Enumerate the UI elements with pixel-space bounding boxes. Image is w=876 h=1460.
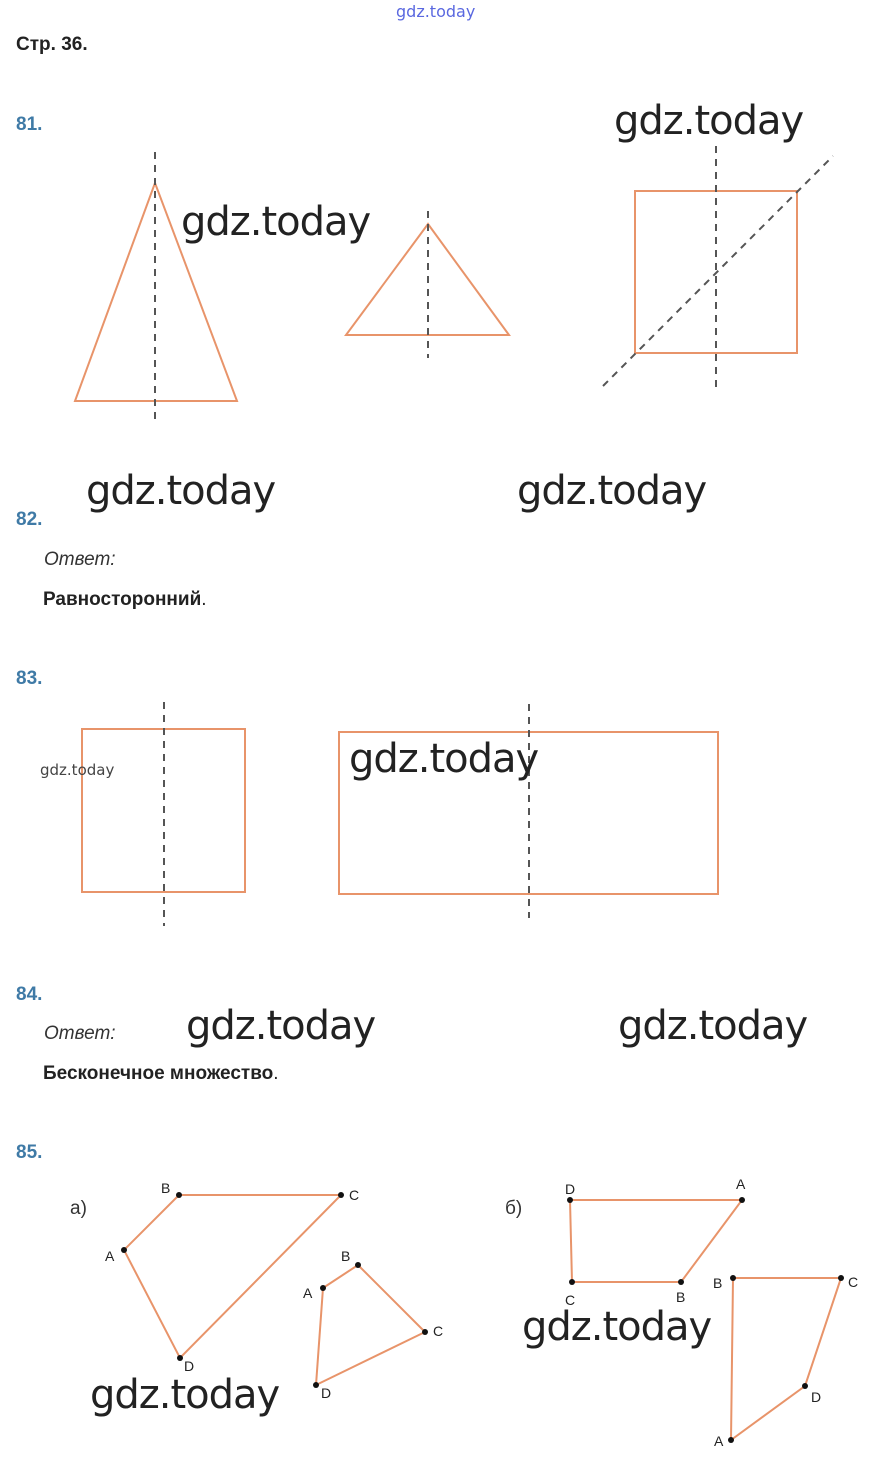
part-b-label: б) [505,1198,523,1219]
label-c: C [349,1187,360,1203]
label-d: D [565,1181,576,1197]
point-b [355,1262,361,1268]
label-c: C [848,1274,859,1290]
part-a-label: а) [70,1198,87,1219]
point-c [422,1329,428,1335]
point-a [121,1247,127,1253]
point-d [177,1355,183,1361]
quad-a-large [124,1195,341,1358]
watermark: gdz.today [614,98,804,144]
point-d [313,1382,319,1388]
point-d [802,1383,808,1389]
answer-period: . [273,1063,279,1084]
exercise-83-number: 83. [16,668,43,689]
watermark: gdz.today [349,736,539,782]
label-b: B [713,1275,723,1291]
exercise-84-answer-label: Ответ: [44,1023,116,1044]
point-d [567,1197,573,1203]
label-d: D [321,1385,332,1401]
label-c: C [565,1292,576,1308]
answer-text: Равносторонний [43,589,202,610]
label-a: A [105,1248,115,1264]
watermark: gdz.today [517,468,707,514]
point-c [569,1279,575,1285]
page-title: Стр. 36. [16,34,88,55]
label-c: C [433,1323,444,1339]
watermark: gdz.today [90,1372,280,1418]
exercise-82-number: 82. [16,509,43,530]
watermark: gdz.today [40,761,115,779]
quad-b-top [570,1200,742,1282]
point-a [739,1197,745,1203]
point-a [320,1285,326,1291]
label-b: B [341,1248,351,1264]
label-b: B [676,1289,686,1305]
exercise-84-number: 84. [16,984,43,1005]
watermark: gdz.today [186,1003,376,1049]
point-c [838,1275,844,1281]
point-b [678,1279,684,1285]
label-d: D [184,1358,195,1374]
answer-text: Бесконечное множество [43,1063,274,1084]
answer-period: . [201,589,207,610]
watermark: gdz.today [618,1003,808,1049]
exercise-81-number: 81. [16,114,43,135]
watermark: gdz.today [181,199,371,245]
watermark-top: gdz.today [396,2,476,21]
point-a [728,1437,734,1443]
exercise-82-answer-label: Ответ: [44,549,116,570]
watermark: gdz.today [86,468,276,514]
point-b [176,1192,182,1198]
label-a: A [714,1433,724,1449]
exercise-85-number: 85. [16,1142,43,1163]
quad-b-bottom [731,1278,841,1440]
watermark: gdz.today [522,1304,712,1350]
point-b [730,1275,736,1281]
label-a: A [736,1176,746,1192]
label-a: A [303,1285,313,1301]
point-c [338,1192,344,1198]
label-d: D [811,1389,822,1405]
label-b: B [161,1180,171,1196]
quad-a-small [316,1265,425,1385]
